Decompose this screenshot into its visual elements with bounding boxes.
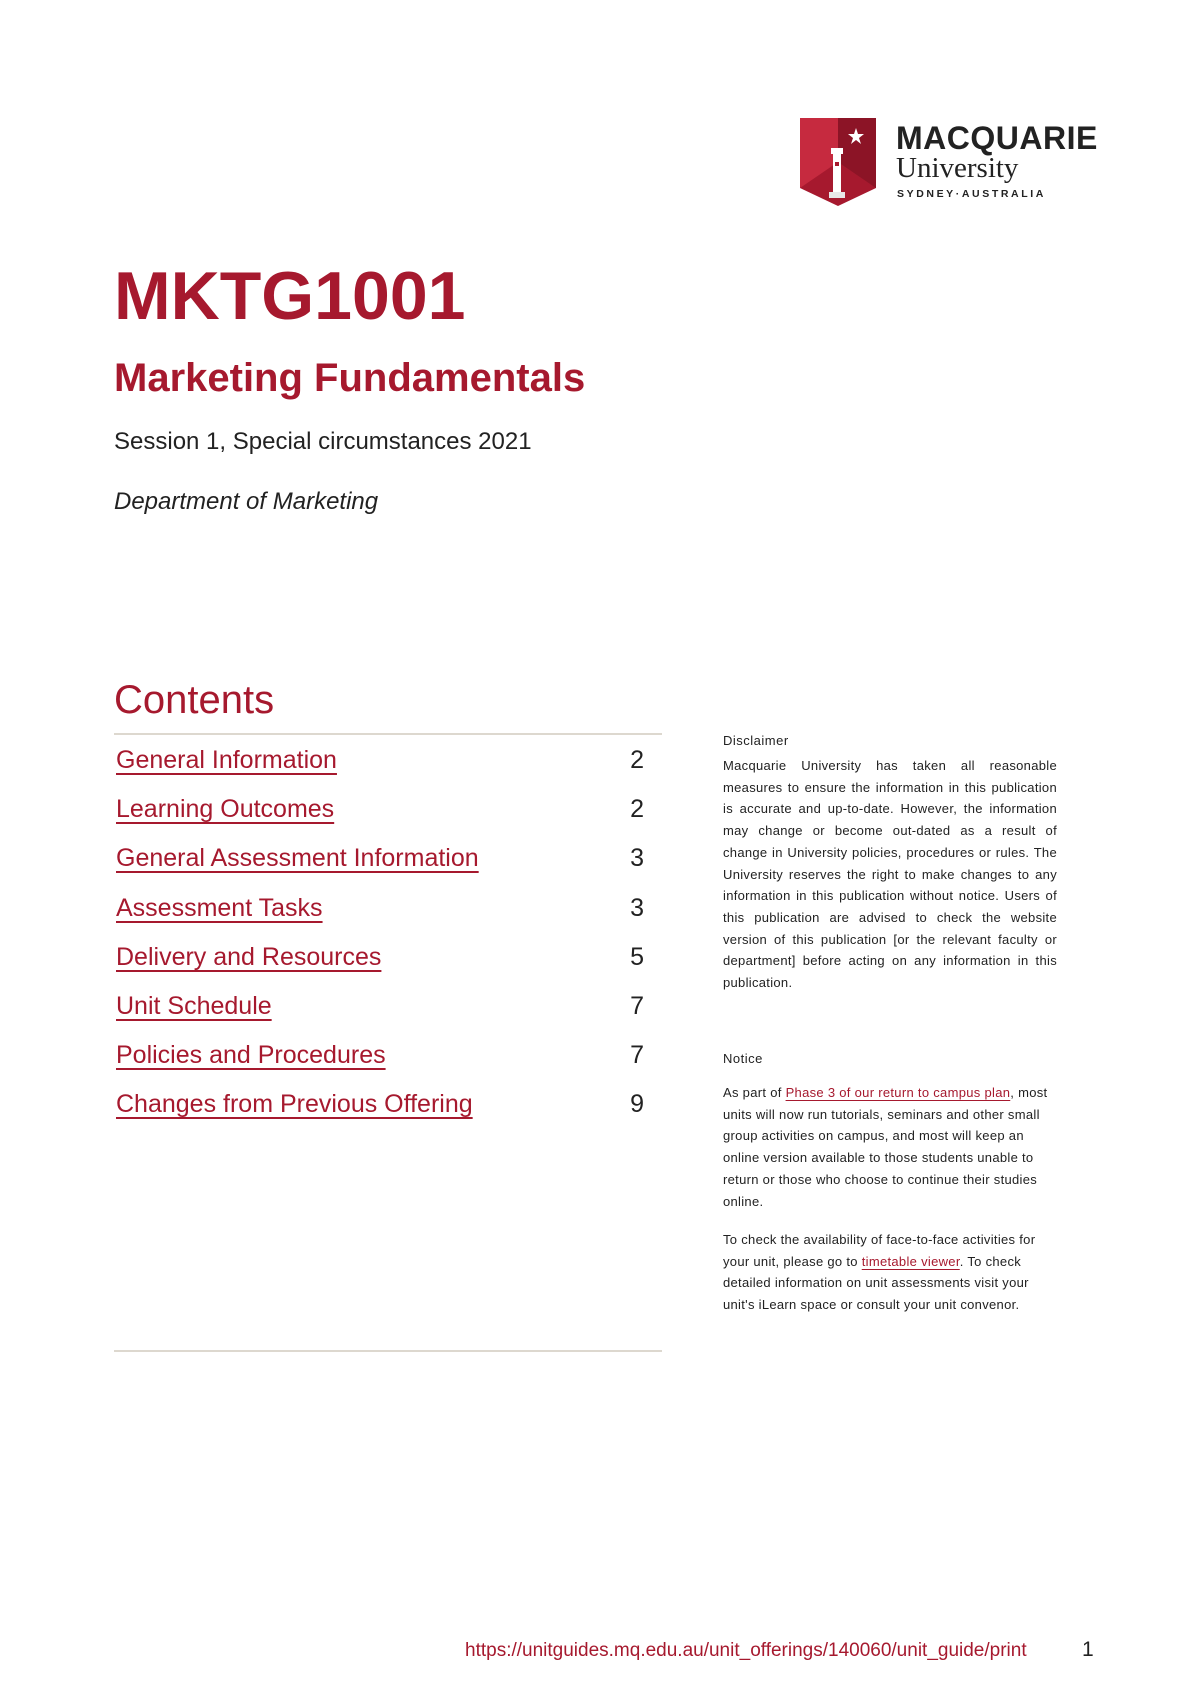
toc-page-number: 7 [630,1041,644,1070]
toc-page-number: 3 [630,844,644,873]
toc-row-general-information [114,740,644,789]
toc-page-number: 2 [630,795,644,824]
lighthouse-shield-icon [800,118,876,206]
notice-paragraph-campus [723,1082,1057,1212]
logo-wordmark-location: SYDNEY·AUSTRALIA [897,188,1046,200]
toc-link-learning-outcomes[interactable]: Learning Outcomes [116,795,335,824]
footer-url[interactable]: https://unitguides.mq.edu.au/unit_offerings/140060/unit_guide/print [465,1640,1027,1661]
notice-text: To check the availability of face-to-face activities for your unit, please go to [723,1232,1036,1269]
disclaimer-heading: Disclaimer [723,733,789,748]
toc-page-number: 7 [630,991,644,1020]
toc-row-learning-outcomes [114,789,644,838]
logo-wordmark-macquarie: MACQUARIE [896,120,1098,156]
return-to-campus-plan-link[interactable]: Phase 3 of our return to campus plan [785,1085,1011,1100]
toc-link-general-information[interactable]: General Information [116,746,337,774]
disclaimer-text: Macquarie University has taken all reasonable measures to ensure the information in this publication is accurate and up-to-date. However, the information may change or become out-dated as a result of change in University policies, procedures or rules. The University reserves the right to make changes to any information in this publication without notice. Users of this publication are advised to check the website version of this publication [or the relevant faculty or department] before acting on any information in this publication. [723,758,1057,991]
contents-heading: Contents [114,678,275,722]
toc-link-assessment-tasks[interactable]: Assessment Tasks [116,893,323,922]
department-name: Department of Marketing [114,488,379,515]
toc-link-general-assessment-information[interactable]: General Assessment Information [116,844,479,873]
unit-code: MKTG1001 [114,258,466,334]
toc-page-number: 5 [630,942,644,971]
toc-link-unit-schedule[interactable]: Unit Schedule [116,991,272,1020]
toc-row-assessment-tasks [114,888,644,937]
notice-paragraph-timetable [723,1229,1057,1316]
unit-title: Marketing Fundamentals [114,356,586,400]
timetable-viewer-link[interactable]: timetable viewer [861,1253,960,1269]
logo-wordmark-university: University [896,152,1019,184]
toc-page-number: 2 [630,746,644,774]
session-info: Session 1, Special circumstances 2021 [114,428,532,455]
notice-text: As part of [723,1085,786,1100]
toc-link-changes-from-previous-offering[interactable]: Changes from Previous Offering [116,1090,473,1119]
toc-row-unit-schedule [114,986,644,1035]
toc-row-delivery-and-resources [114,937,644,986]
toc-page-number: 3 [630,893,644,922]
toc-link-policies-and-procedures[interactable]: Policies and Procedures [116,1041,386,1070]
notice-text: , most units will now run tutorials, seminars and other small group activities on campus, and most will keep an online version available to those students unable to return or those who choose to continue their studies online. [723,1085,1048,1209]
toc-row-policies-and-procedures [114,1035,644,1084]
toc-row-changes-from-previous-offering [114,1084,644,1133]
notice-text: . To check detailed information on unit assessments visit your unit's iLearn space or consult your unit convenor. [723,1253,1029,1313]
notice-heading: Notice [723,1051,763,1066]
contents-top-divider [114,733,662,735]
toc-page-number: 9 [630,1090,644,1119]
contents-bottom-divider [114,1350,662,1352]
table-of-contents [114,740,644,1134]
page-number: 1 [1082,1638,1094,1661]
toc-row-general-assessment-information [114,838,644,887]
macquarie-logo [800,118,1100,206]
toc-link-delivery-and-resources[interactable]: Delivery and Resources [116,942,382,971]
